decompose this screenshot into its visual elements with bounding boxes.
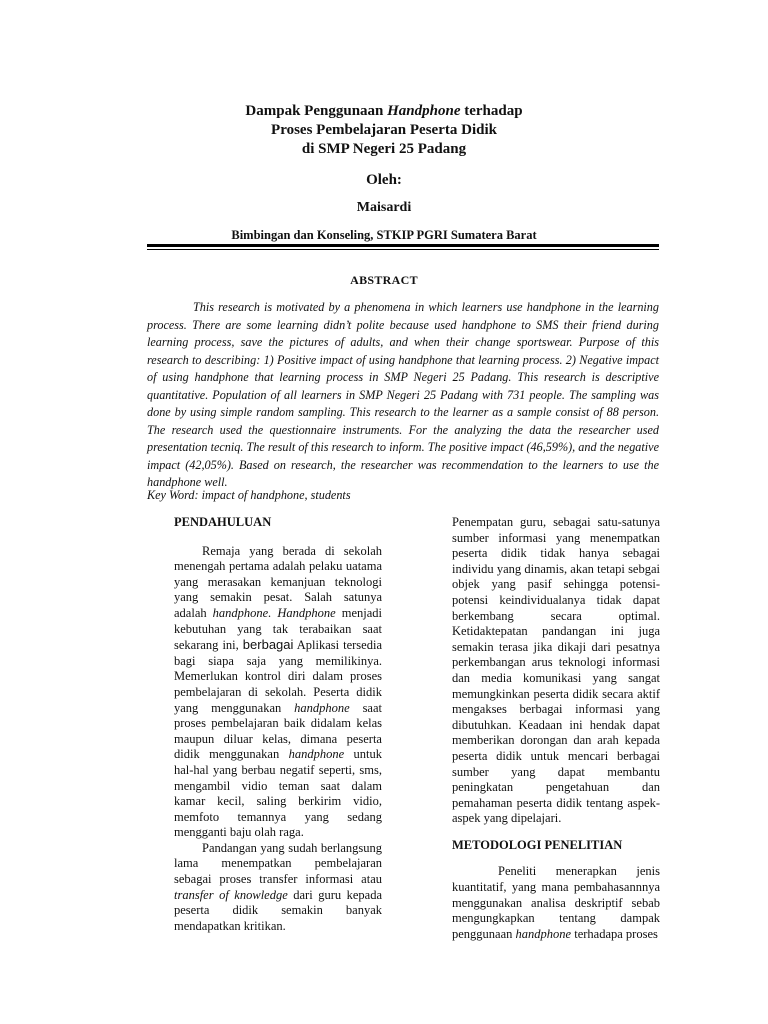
oleh-label: Oleh: (366, 172, 402, 188)
section-heading-pendahuluan: PENDAHULUAN (174, 515, 272, 529)
affiliation: Bimbingan dan Konseling, STKIP PGRI Sumatera Barat (231, 228, 537, 242)
title-italic-word: Handphone (387, 103, 461, 119)
title-line-3: di SMP Negeri 25 Padang (301, 141, 467, 157)
author-name: Maisardi (356, 200, 412, 215)
right-column (452, 515, 660, 942)
abstract-heading: ABSTRACT (350, 273, 418, 287)
header-rule-thick (147, 244, 659, 247)
header-rule-thin (147, 249, 659, 250)
intro-paragraph-2: Pandangan yang sudah berlangsung lama menempatkan pembelajaran sebagai proses transfer informasi atau transfer of knowledge dari guru kepada peserta didik semakin banyak mendapatkan kritikan. (174, 840, 382, 933)
abstract-text: This research is motivated by a phenomena in which learners use handphone in the learning process. There are some learning didn’t polite because used handphone to SMS their friend during learning process, save the pictures of adults, and when their change sportswear. Purpose of this research to describing: 1) Positive impact of using handphone that learning process. 2) Negative impact of using handphone that learning process in SMP Negeri 25 Padang. This research is descriptive quantitative. Population of all learners in SMP Negeri 25 Padang with 731 people. The sampling was done by using simple random sampling. This research to the learner as a sample consist of 88 person. The research used the questionnaire instruments. For the analyzing the data the researcher used presentation tecniq. The result of this research to inform. The positive impact (46,59%), and the negative impact (42,05%). Based on research, the researcher was recommendation to the learners to use the handphone well. (147, 300, 659, 489)
method-paragraph-1: Peneliti menerapkan jenis kuantitatif, yang mana pembahasannnya menggunakan analisa deskriptif sebab mengungkapkan tentang dampak penggunaan handphone terhadapa proses (452, 864, 660, 941)
intro-paragraph-1: Remaja yang berada di sekolah menengah pertama adalah pelaku uatama yang merasakan kemanjuan teknologi yang semakin pesat. Salah satunya adalah handphone. Handphone menjadi kebutuhan yang tak terabaikan saat sekarang ini, berbagai Aplikasi tersedia bagi siapa saja yang memilikinya. Memerlukan kontrol diri dalam proses pembelajaran di sekolah. Peserta didik yang menggunakan handphone saat proses pembelajaran baik didalam kelas maupun diluar kelas, dimana peserta didik menggunakan handphone untuk hal-hal yang berbau negatif seperti, sms, mengambil vidio teman saat dalam kamar kecil, saling berkirim vidio, memfoto temannya yang sedang mengganti baju olah raga. (174, 543, 383, 840)
left-column (174, 515, 382, 934)
intro-paragraph-3: Penempatan guru, sebagai satu-satunya sumber informasi yang menempatkan peserta didik tidak hanya sebagai individu yang dinamis, akan tetapi sebgai objek yang pasif sehingga potensi-potensi keindividualanya tidak dapat berkembang secara optimal. Ketidaktepatan pandangan ini juga semakin terasa jika dikaji dari pesatnya perkembangan arus teknologi informasi dan media komunikasi yang sangat memungkinkan peserta didik secara aktif mengakses berbagai informasi yang dibutuhkan. Keadaan ini hendak dapat memberikan dorongan dan arah kepada peserta didik untuk mencari berbagai sumber yang dapat membantu peningkatan pengetahuan dan pemahaman peserta didik tentang aspek-aspek yang dipelajari. (452, 515, 660, 826)
title-line-2: Proses Pembelajaran Peserta Didik (271, 122, 497, 138)
keywords: Key Word: impact of handphone, students (147, 488, 351, 502)
title-line-1: Dampak Penggunaan Handphone terhadap (245, 103, 523, 119)
paper-title (0, 102, 768, 159)
section-heading-metodologi: METODOLOGI PENELITIAN (452, 837, 623, 852)
